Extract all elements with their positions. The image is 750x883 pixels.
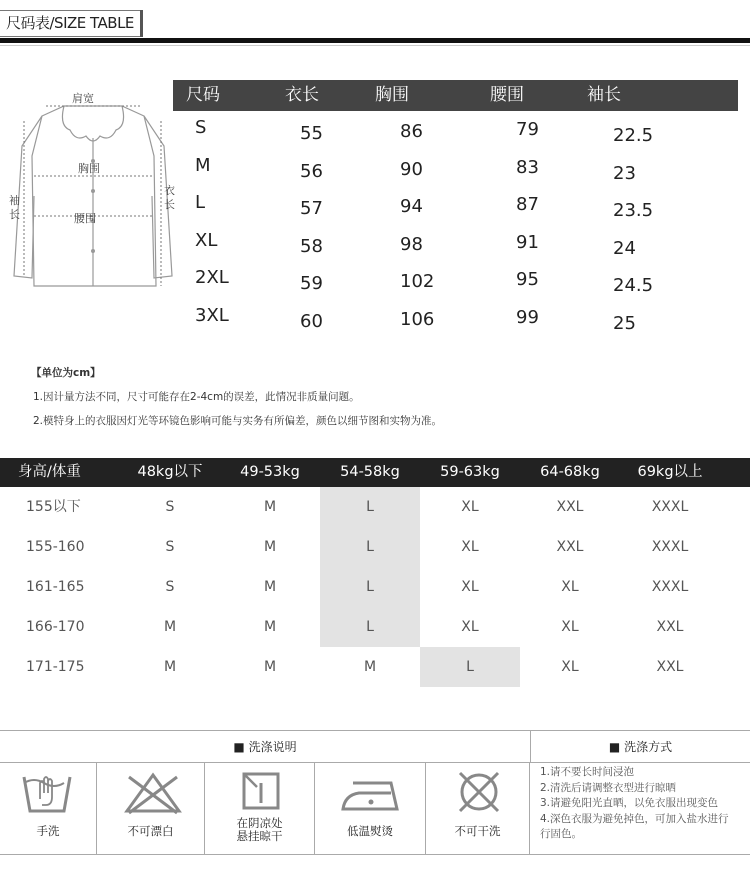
table-cell: M: [195, 154, 211, 176]
table-cell: 57: [300, 198, 323, 219]
note-line: 1.因计量方法不同，尺寸可能存在2-4cm的误差，此情况非质量问题。: [33, 391, 360, 403]
table-cell: 155以下: [26, 499, 81, 515]
size-table: [173, 80, 738, 336]
table-cell: 98: [400, 233, 423, 255]
header-cell: 48kg以下: [137, 464, 203, 480]
care-label: 低温熨烫: [347, 824, 393, 838]
table-cell: 24: [613, 237, 636, 259]
table-cell: 91: [516, 231, 539, 253]
header-cell: 尺码: [186, 85, 220, 105]
table-cell: XL: [461, 499, 479, 515]
table-cell: 161-165: [26, 579, 85, 595]
table-cell: 95: [516, 269, 539, 290]
table-cell: 102: [400, 271, 435, 292]
header-cell: 腰围: [490, 85, 524, 105]
table-cell: 2XL: [195, 267, 229, 288]
header-title: 尺码表/SIZE TABLE: [6, 14, 134, 32]
care-method-line: 1.请不要长时间浸泡: [540, 766, 635, 778]
header-cell: 身高/体重: [18, 464, 81, 480]
table-cell: M: [263, 659, 277, 675]
care-method-line: 4.深色衣服为避免掉色，可加入盐水进行: [540, 812, 729, 825]
table-cell-highlight: L: [320, 527, 420, 567]
care-method-line: 行固色。: [540, 828, 582, 840]
table-cell: XXXL: [651, 539, 689, 555]
table-cell: 106: [400, 308, 435, 330]
height-weight-table: [0, 458, 750, 687]
shirt-illustration: [4, 86, 182, 306]
table-row: [0, 527, 750, 567]
header-cell: 64-68kg: [540, 464, 600, 480]
table-row: [0, 567, 750, 607]
table-cell: 59: [300, 273, 323, 294]
label-sleeve-1: 袖: [9, 194, 20, 207]
care-cell-no-dryclean: [426, 763, 530, 855]
table-cell-highlight: L: [420, 647, 520, 687]
table-row: [173, 224, 738, 262]
care-label: 不可干洗: [454, 824, 501, 838]
table-cell: XXL: [556, 499, 584, 515]
header-cell: 袖长: [587, 85, 621, 105]
table-cell: M: [263, 539, 277, 555]
header-accent: [140, 10, 143, 37]
label-shoulder: 肩宽: [72, 92, 94, 105]
table-cell: XL: [461, 619, 479, 635]
table-cell: M: [263, 579, 277, 595]
care-cell-shade-dry: [205, 763, 315, 855]
label-chest: 胸围: [78, 162, 100, 175]
care-cell-no-bleach: [97, 763, 205, 855]
table-cell: M: [163, 659, 177, 675]
table-cell: XXXL: [651, 499, 689, 515]
care-cell-iron-low: [315, 763, 426, 855]
header-cell: 衣长: [285, 85, 319, 105]
header-cell: 49-53kg: [240, 464, 300, 480]
table-cell: XL: [195, 229, 218, 251]
no-bleach-icon: [123, 771, 183, 815]
care-method-line: 3.请避免阳光直晒，以免衣服出现变色: [540, 797, 719, 809]
header-title-box: [0, 10, 141, 37]
table-cell: S: [165, 499, 175, 515]
hand-wash-icon: [20, 769, 74, 815]
size-table-header: [173, 80, 738, 111]
table-cell: L: [195, 192, 206, 213]
table-cell: XXXL: [651, 579, 689, 595]
table-cell: 99: [516, 306, 539, 328]
care-label: 悬挂晾干: [236, 829, 283, 843]
note-line: 2.模特身上的衣服因灯光等环镜色影响可能与实务有所偏差，颜色以细节图和实物为准。: [33, 415, 443, 427]
no-dry-clean-icon: [454, 769, 504, 815]
table-cell: 79: [516, 119, 539, 140]
header-cell: 59-63kg: [440, 464, 500, 480]
table-cell: 83: [516, 156, 539, 178]
care-label: 在阴凉处: [236, 816, 283, 830]
care-label: 不可漂白: [127, 824, 174, 838]
care-method-title: ■ 洗涤方式: [530, 731, 750, 763]
table-cell: 60: [300, 310, 323, 332]
table-cell: 24.5: [613, 275, 654, 296]
table-cell: 56: [300, 160, 323, 182]
table-cell: 90: [400, 158, 423, 180]
header-cell: 69kg以上: [637, 464, 703, 480]
table-cell: 3XL: [195, 304, 229, 326]
table-cell: XXL: [656, 659, 684, 675]
table-cell: XL: [461, 579, 479, 595]
table-cell: S: [165, 539, 175, 555]
table-cell: XL: [461, 539, 479, 555]
header-cell: 54-58kg: [340, 464, 400, 480]
table-cell: 58: [300, 235, 323, 257]
table-cell-highlight: L: [320, 567, 420, 607]
table-cell: 171-175: [26, 659, 85, 675]
table-cell: 23: [613, 162, 636, 184]
shirt-diagram: [4, 86, 182, 306]
label-sleeve-2: 长: [9, 208, 20, 221]
table-cell: 25: [613, 312, 636, 334]
table-cell: 55: [300, 123, 323, 144]
table-cell: M: [263, 499, 277, 515]
table-cell: 22.5: [613, 125, 654, 146]
table-row: [173, 149, 738, 187]
table-cell: XXL: [556, 539, 584, 555]
care-method-line: 2.清洗后请调整衣型进行晾晒: [540, 781, 677, 794]
care-section: [0, 730, 750, 855]
care-instructions-title: ■ 洗涤说明: [0, 731, 530, 763]
table-cell: 166-170: [26, 619, 85, 635]
unit-note: 【单位为cm】: [31, 367, 101, 379]
weight-table-header: [0, 458, 750, 487]
measurement-notes: [33, 365, 442, 437]
table-row: [0, 487, 750, 527]
table-row: [173, 111, 738, 149]
table-cell: XL: [561, 619, 579, 635]
table-cell-highlight: L: [320, 607, 420, 647]
table-row: [0, 607, 750, 647]
care-cell-handwash: [0, 763, 97, 855]
table-cell: M: [163, 619, 177, 635]
header-divider: [0, 38, 750, 43]
table-cell: M: [363, 659, 377, 675]
table-cell: XL: [561, 659, 579, 675]
label-waist: 腰围: [74, 212, 96, 225]
table-row: [0, 647, 750, 687]
table-cell: XL: [561, 579, 579, 595]
header-cell: 胸围: [375, 85, 409, 105]
header-divider-thin: [0, 45, 750, 46]
care-method-text: [531, 765, 750, 843]
label-length-2: 长: [164, 198, 175, 211]
table-cell: 23.5: [613, 200, 654, 221]
label-length-1: 衣: [164, 184, 175, 197]
table-cell-highlight: L: [320, 487, 420, 527]
table-cell: 155-160: [26, 539, 85, 555]
table-cell: S: [165, 579, 175, 595]
table-cell: S: [195, 117, 207, 138]
table-cell: 86: [400, 121, 423, 142]
table-cell: XXL: [656, 619, 684, 635]
table-cell: 87: [516, 194, 539, 215]
table-cell: M: [263, 619, 277, 635]
iron-low-icon: [339, 775, 403, 815]
line-dry-shade-icon: [241, 771, 281, 811]
care-label: 手洗: [36, 824, 60, 838]
table-row: [173, 261, 738, 299]
table-row: [173, 299, 738, 337]
table-row: [173, 186, 738, 224]
table-cell: 94: [400, 196, 423, 217]
